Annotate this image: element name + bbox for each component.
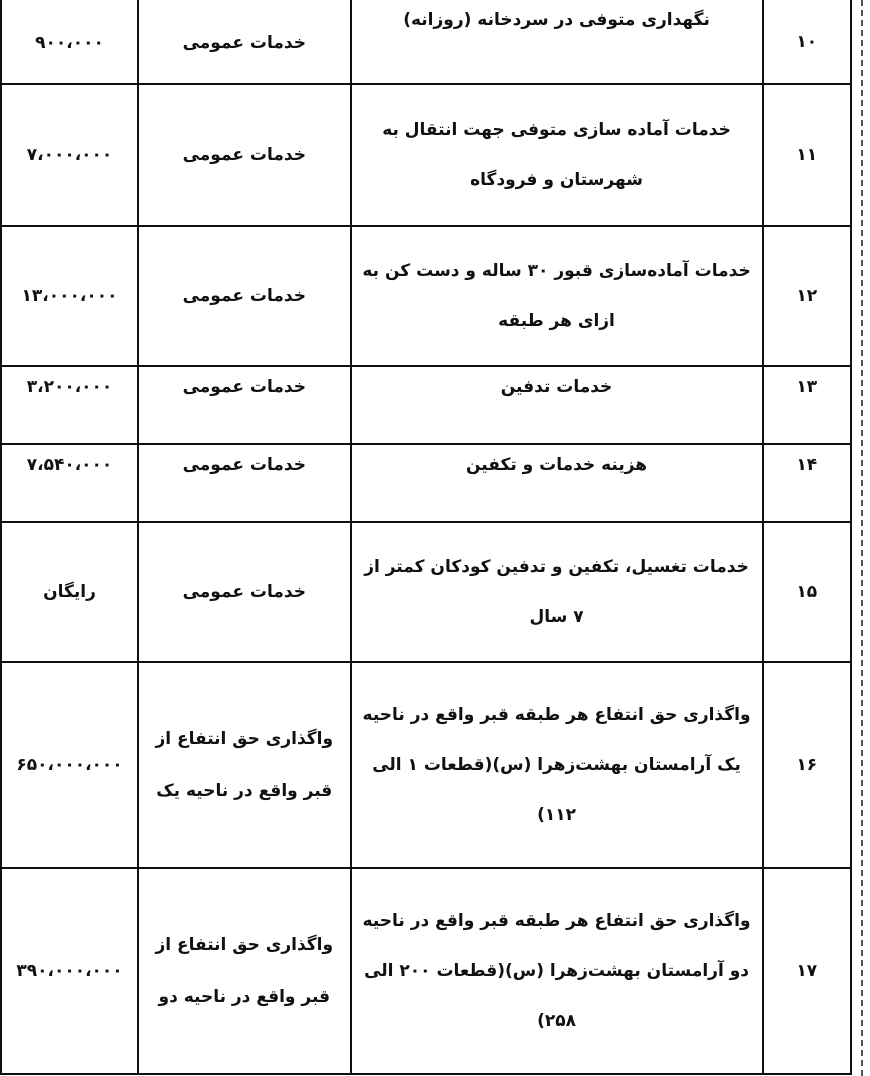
service-price: ۳،۲۰۰،۰۰۰ [1,366,138,444]
table-row [1,0,851,84]
service-price: ۱۳،۰۰۰،۰۰۰ [1,226,138,366]
table-row [1,366,851,444]
service-category: خدمات عمومی [138,366,350,444]
row-number: ۱۷ [763,868,851,1074]
service-price: ۶۵۰،۰۰۰،۰۰۰ [1,662,138,868]
service-category: خدمات عمومی [138,226,350,366]
service-title: خدمات تغسیل، تکفین و تدفین کودکان کمتر از ۷ سال [351,522,763,662]
table-row [1,662,851,868]
service-price: ۷،۵۴۰،۰۰۰ [1,444,138,522]
service-title: خدمات آماده‌سازی قبور ۳۰ ساله و دست کن به ازای هر طبقه [351,226,763,366]
service-title: خدمات آماده سازی متوفی جهت انتقال به شهرستان و فرودگاه [351,84,763,226]
row-number: ۱۵ [763,522,851,662]
row-number: ۱۳ [763,366,851,444]
row-number: ۱۶ [763,662,851,868]
service-title: واگذاری حق انتفاع هر طبقه قبر واقع در ناحیه دو آرامستان بهشت‌زهرا (س)(قطعات ۲۰۰ الی ۲۵۸) [351,868,763,1074]
service-title: نگهداری متوفی در سردخانه (روزانه) [351,0,763,84]
table-row [1,522,851,662]
service-category: خدمات عمومی [138,0,350,84]
row-number: ۱۰ [763,0,851,84]
row-number: ۱۲ [763,226,851,366]
service-price: ۳۹۰،۰۰۰،۰۰۰ [1,868,138,1074]
service-category: خدمات عمومی [138,444,350,522]
table-row [1,84,851,226]
service-title: واگذاری حق انتفاع هر طبقه قبر واقع در ناحیه یک آرامستان بهشت‌زهرا (س)(قطعات ۱ الی ۱۱۲) [351,662,763,868]
table-row [1,868,851,1074]
table-row [1,444,851,522]
row-number: ۱۱ [763,84,851,226]
service-category: واگذاری حق انتفاع از قبر واقع در ناحیه یک [138,662,350,868]
service-title: خدمات تدفین [351,366,763,444]
row-number: ۱۴ [763,444,851,522]
service-category: خدمات عمومی [138,84,350,226]
service-title: هزینه خدمات و تکفین [351,444,763,522]
service-price: ۹۰۰،۰۰۰ [1,0,138,84]
table-row [1,226,851,366]
service-price: رایگان [1,522,138,662]
service-category: واگذاری حق انتفاع از قبر واقع در ناحیه دو [138,868,350,1074]
page-edge-rule [861,0,863,1076]
service-price: ۷،۰۰۰،۰۰۰ [1,84,138,226]
service-category: خدمات عمومی [138,522,350,662]
